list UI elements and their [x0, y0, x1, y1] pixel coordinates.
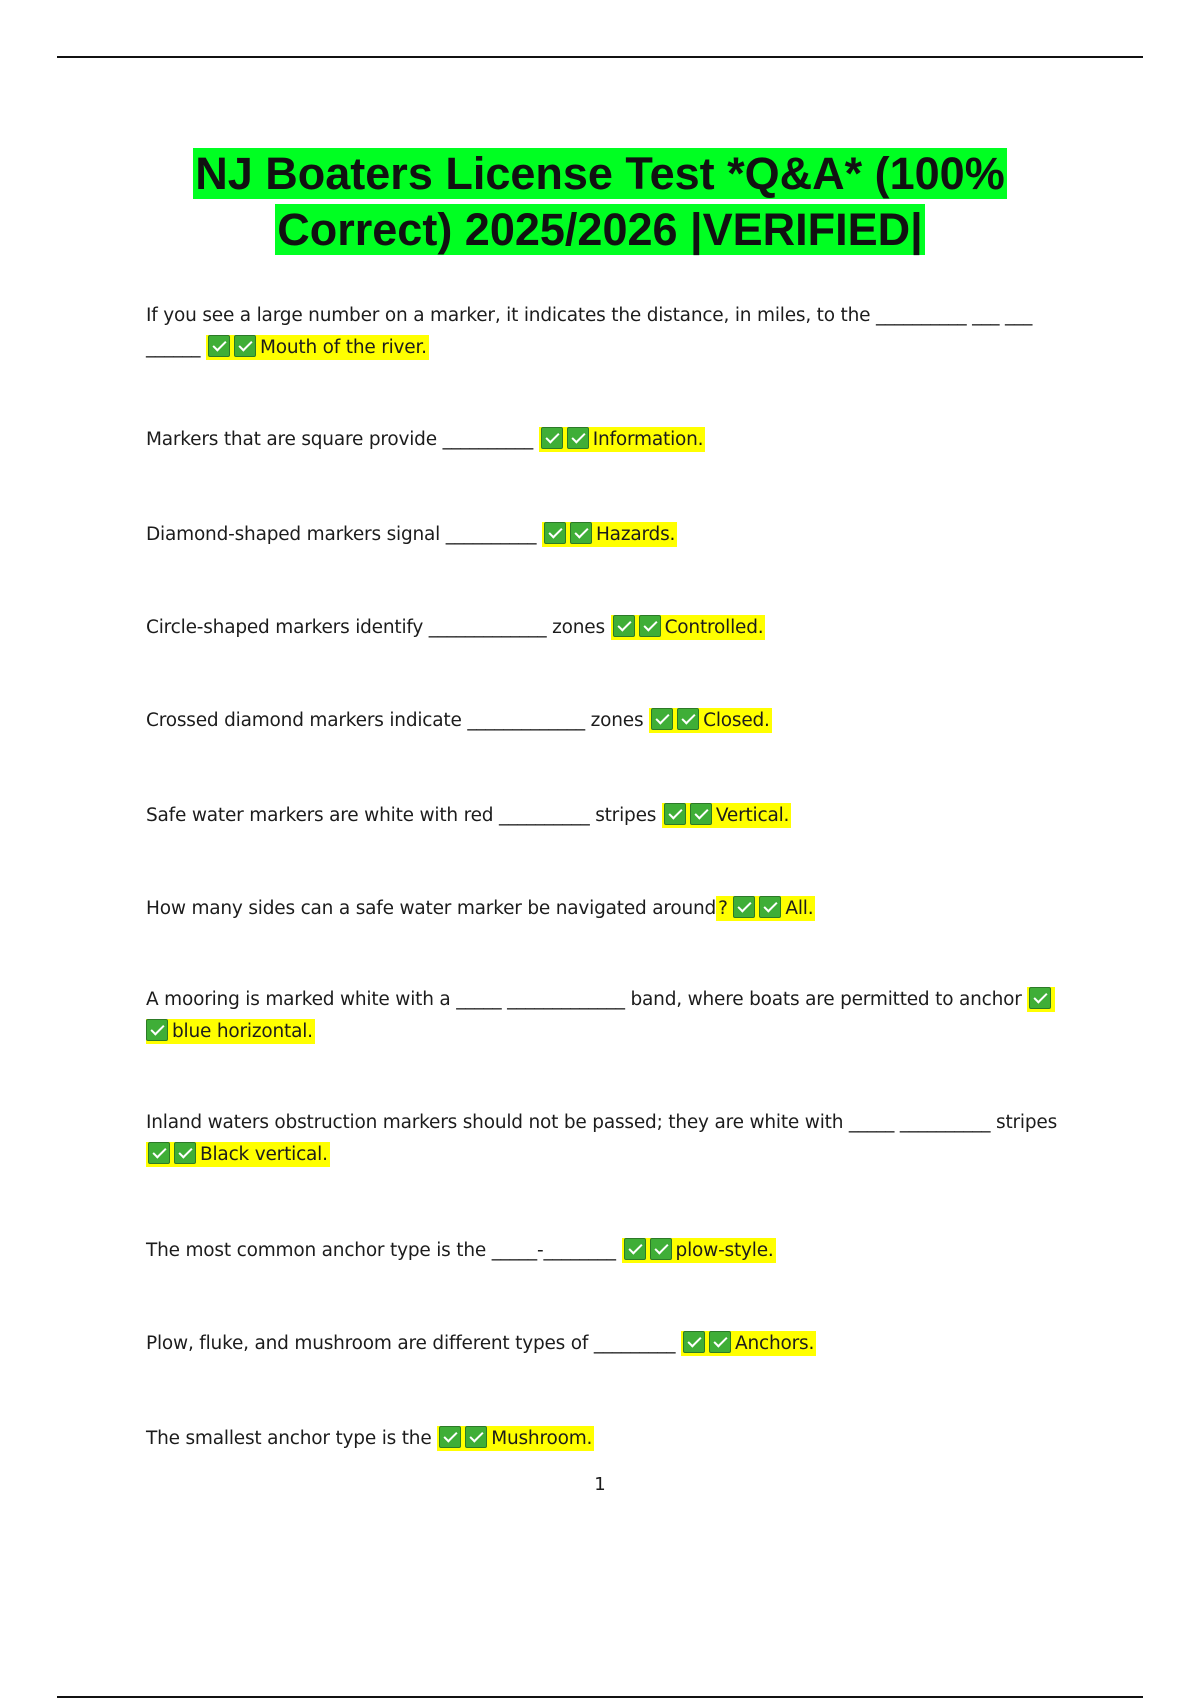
- checkmark-icon: [709, 1331, 731, 1353]
- answer-highlight: [716, 896, 815, 921]
- answer-text: Black vertical.: [200, 1144, 328, 1165]
- answer-text: Mouth of the river.: [259, 337, 427, 358]
- checkmark-icon: [148, 1142, 170, 1164]
- answer-highlight: [681, 1331, 816, 1356]
- qa-item: [146, 893, 1066, 925]
- checkmark-icon: [651, 708, 673, 730]
- answer-highlight: [542, 522, 677, 547]
- checkmark-icon: [567, 427, 589, 449]
- qa-item: [146, 424, 1066, 456]
- checkmark-icon: [174, 1142, 196, 1164]
- answer-highlight: [662, 803, 791, 828]
- question-text: How many sides can a safe water marker be navigated around: [146, 898, 717, 919]
- checkmark-icon: [544, 522, 566, 544]
- checkmark-icon: [1029, 987, 1051, 1009]
- answer-highlight: [611, 615, 766, 640]
- question-text: A mooring is marked white with a _____ _____________ band, where boats are permitted to anchor: [146, 989, 1028, 1010]
- checkmark-icon: [465, 1426, 487, 1448]
- checkmark-icon: [208, 335, 230, 357]
- question-text: Plow, fluke, and mushroom are different types of _________: [146, 1333, 682, 1354]
- question-text: Circle-shaped markers identify _____________ zones: [146, 617, 611, 638]
- answer-highlight: [539, 427, 706, 452]
- top-rule: [57, 56, 1143, 58]
- qa-item: [146, 300, 1066, 364]
- question-mark: ?: [718, 898, 734, 919]
- answer-highlight: [206, 335, 429, 360]
- question-text: Safe water markers are white with red __________ stripes: [146, 805, 662, 826]
- checkmark-icon: [683, 1331, 705, 1353]
- answer-text: Controlled.: [664, 617, 764, 638]
- title-line-1: NJ Boaters License Test *Q&A* (100%: [195, 148, 1005, 199]
- answer-highlight: [146, 1142, 330, 1167]
- page-number: 1: [594, 1474, 606, 1495]
- answer-text: All.: [785, 898, 814, 919]
- checkmark-icon: [650, 1238, 672, 1260]
- qa-item: [146, 1107, 1066, 1171]
- qa-item: [146, 612, 1066, 644]
- question-text: Markers that are square provide __________: [146, 429, 539, 450]
- checkmark-icon: [570, 522, 592, 544]
- answer-text: Vertical.: [715, 805, 790, 826]
- qa-item: [146, 1423, 1066, 1455]
- answer-text: Closed.: [703, 710, 770, 731]
- answer-text: Anchors.: [735, 1333, 815, 1354]
- checkmark-icon: [677, 708, 699, 730]
- checkmark-icon: [639, 615, 661, 637]
- question-text: The smallest anchor type is the: [146, 1428, 438, 1449]
- checkmark-icon: [146, 1019, 168, 1041]
- checkmark-icon: [439, 1426, 461, 1448]
- checkmark-icon: [234, 335, 256, 357]
- checkmark-icon: [690, 803, 712, 825]
- checkmark-icon: [759, 896, 781, 918]
- answer-text: Hazards.: [595, 524, 676, 545]
- title-line-2: Correct) 2025/2026 |VERIFIED|: [277, 204, 923, 255]
- qa-item: [146, 800, 1066, 832]
- checkmark-icon: [664, 803, 686, 825]
- qa-item: [146, 1235, 1066, 1267]
- checkmark-icon: [624, 1238, 646, 1260]
- checkmark-icon: [733, 896, 755, 918]
- answer-text: Information.: [592, 429, 704, 450]
- bottom-rule: [57, 1696, 1143, 1698]
- question-text: Diamond-shaped markers signal __________: [146, 524, 542, 545]
- checkmark-icon: [541, 427, 563, 449]
- checkmark-icon: [613, 615, 635, 637]
- answer-text: Mushroom.: [491, 1428, 593, 1449]
- document-title: [0, 146, 1200, 258]
- answer-highlight: [649, 708, 772, 733]
- question-text: Inland waters obstruction markers should not be passed; they are white with _____ __________ stripes: [146, 1112, 1058, 1133]
- answer-text: blue horizontal.: [172, 1021, 313, 1042]
- question-text: If you see a large number on a marker, it indicates the distance, in miles, to the __________ ___ ___ ______: [146, 305, 1033, 358]
- qa-item: [146, 705, 1066, 737]
- qa-item: [146, 984, 1066, 1048]
- answer-highlight: [437, 1426, 594, 1451]
- answer-highlight: [622, 1238, 776, 1263]
- answer-text: plow-style.: [675, 1240, 774, 1261]
- qa-item: [146, 519, 1066, 551]
- question-text: The most common anchor type is the _____-________: [146, 1240, 622, 1261]
- qa-item: [146, 1328, 1066, 1360]
- question-text: Crossed diamond markers indicate _____________ zones: [146, 710, 650, 731]
